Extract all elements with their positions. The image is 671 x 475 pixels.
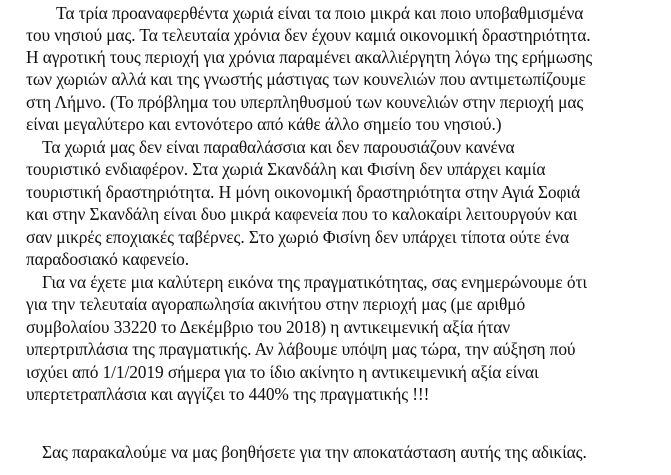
paragraph-2-line-3: τουριστική δραστηριότητα. Η μόνη οικονομική δραστηριότητα στην Αγιά Σοφιά [26, 182, 580, 202]
closing-request: Σας παρακαλούμε να μας βοηθήσετε για την αποκατάσταση αυτής της αδικίας. [42, 442, 587, 462]
paragraph-1-line-2: του νησιού μας. Τα τελευταία χρόνια δεν έχουν καμιά οικονομική δραστηριότητα. [26, 25, 591, 45]
paragraph-3-line-1: Για να έχετε μια καλύτερη εικόνα της πραγματικότητας, σας ενημερώνουμε ότι [42, 272, 587, 292]
paragraph-1-line-5: στη Λήμνο. (Το πρόβλημα του υπερπληθυσμού των κουνελιών στην περιοχή μας [26, 92, 584, 112]
paragraph-3-line-5: ισχύει από 1/1/2019 σήμερα για το ίδιο ακίνητο η αντικειμενική αξία είναι [26, 362, 539, 382]
paragraph-2-line-2: τουριστικό ενδιαφέρον. Στα χωριά Σκανδάλη και Φισίνη δεν υπάρχει καμία [26, 159, 546, 179]
paragraph-1-line-6: είναι μεγαλύτερο και εντονότερο από κάθε άλλο σημείο του νησιού.) [26, 114, 502, 134]
paragraph-2-line-1: Τα χωριά μας δεν είναι παραθαλάσσια και δεν παρουσιάζουν κανένα [42, 137, 515, 157]
paragraph-3-line-6: υπερτετραπλάσια και αγγίζει το 440% της πραγματικής !!! [26, 384, 430, 404]
paragraph-3-line-3: συμβολαίου 33220 το Δεκέμβριο του 2018) η αντικειμενική αξία ήταν [26, 317, 511, 337]
paragraph-1-line-3: Η αγροτική τους περιοχή για χρόνια παραμένει ακαλλιέργητη λόγω της ερήμωσης [26, 47, 593, 67]
paragraph-1-line-4: των χωριών αλλά και της γνωστής μάστιγας των κουνελιών που αντιμετωπίζουμε [26, 69, 586, 89]
paragraph-3-line-2: για την τελευταία αγοραπωλησία ακινήτου στην περιοχή μας (με αριθμό [26, 294, 526, 314]
paragraph-2-line-5: σαν μικρές εποχιακές ταβέρνες. Στο χωριό Φισίνη δεν υπάρχει τίποτα ούτε ένα [26, 227, 569, 247]
paragraph-2-line-4: και στην Σκανδάλη είναι δυο μικρά καφενεία που το καλοκαίρι λειτουργούν και [26, 204, 578, 224]
paragraph-1-line-1: Τα τρία προαναφερθέντα χωριά είναι τα ποιο μικρά και ποιο υποβαθμισμένα [56, 3, 584, 23]
paragraph-2-line-6: παραδοσιακό καφενείο. [26, 249, 190, 269]
paragraph-3-line-4: υπερτριπλάσια της πραγματικής. Αν λάβουμε υπόψη μας τώρα, την αύξηση πού [26, 339, 576, 359]
